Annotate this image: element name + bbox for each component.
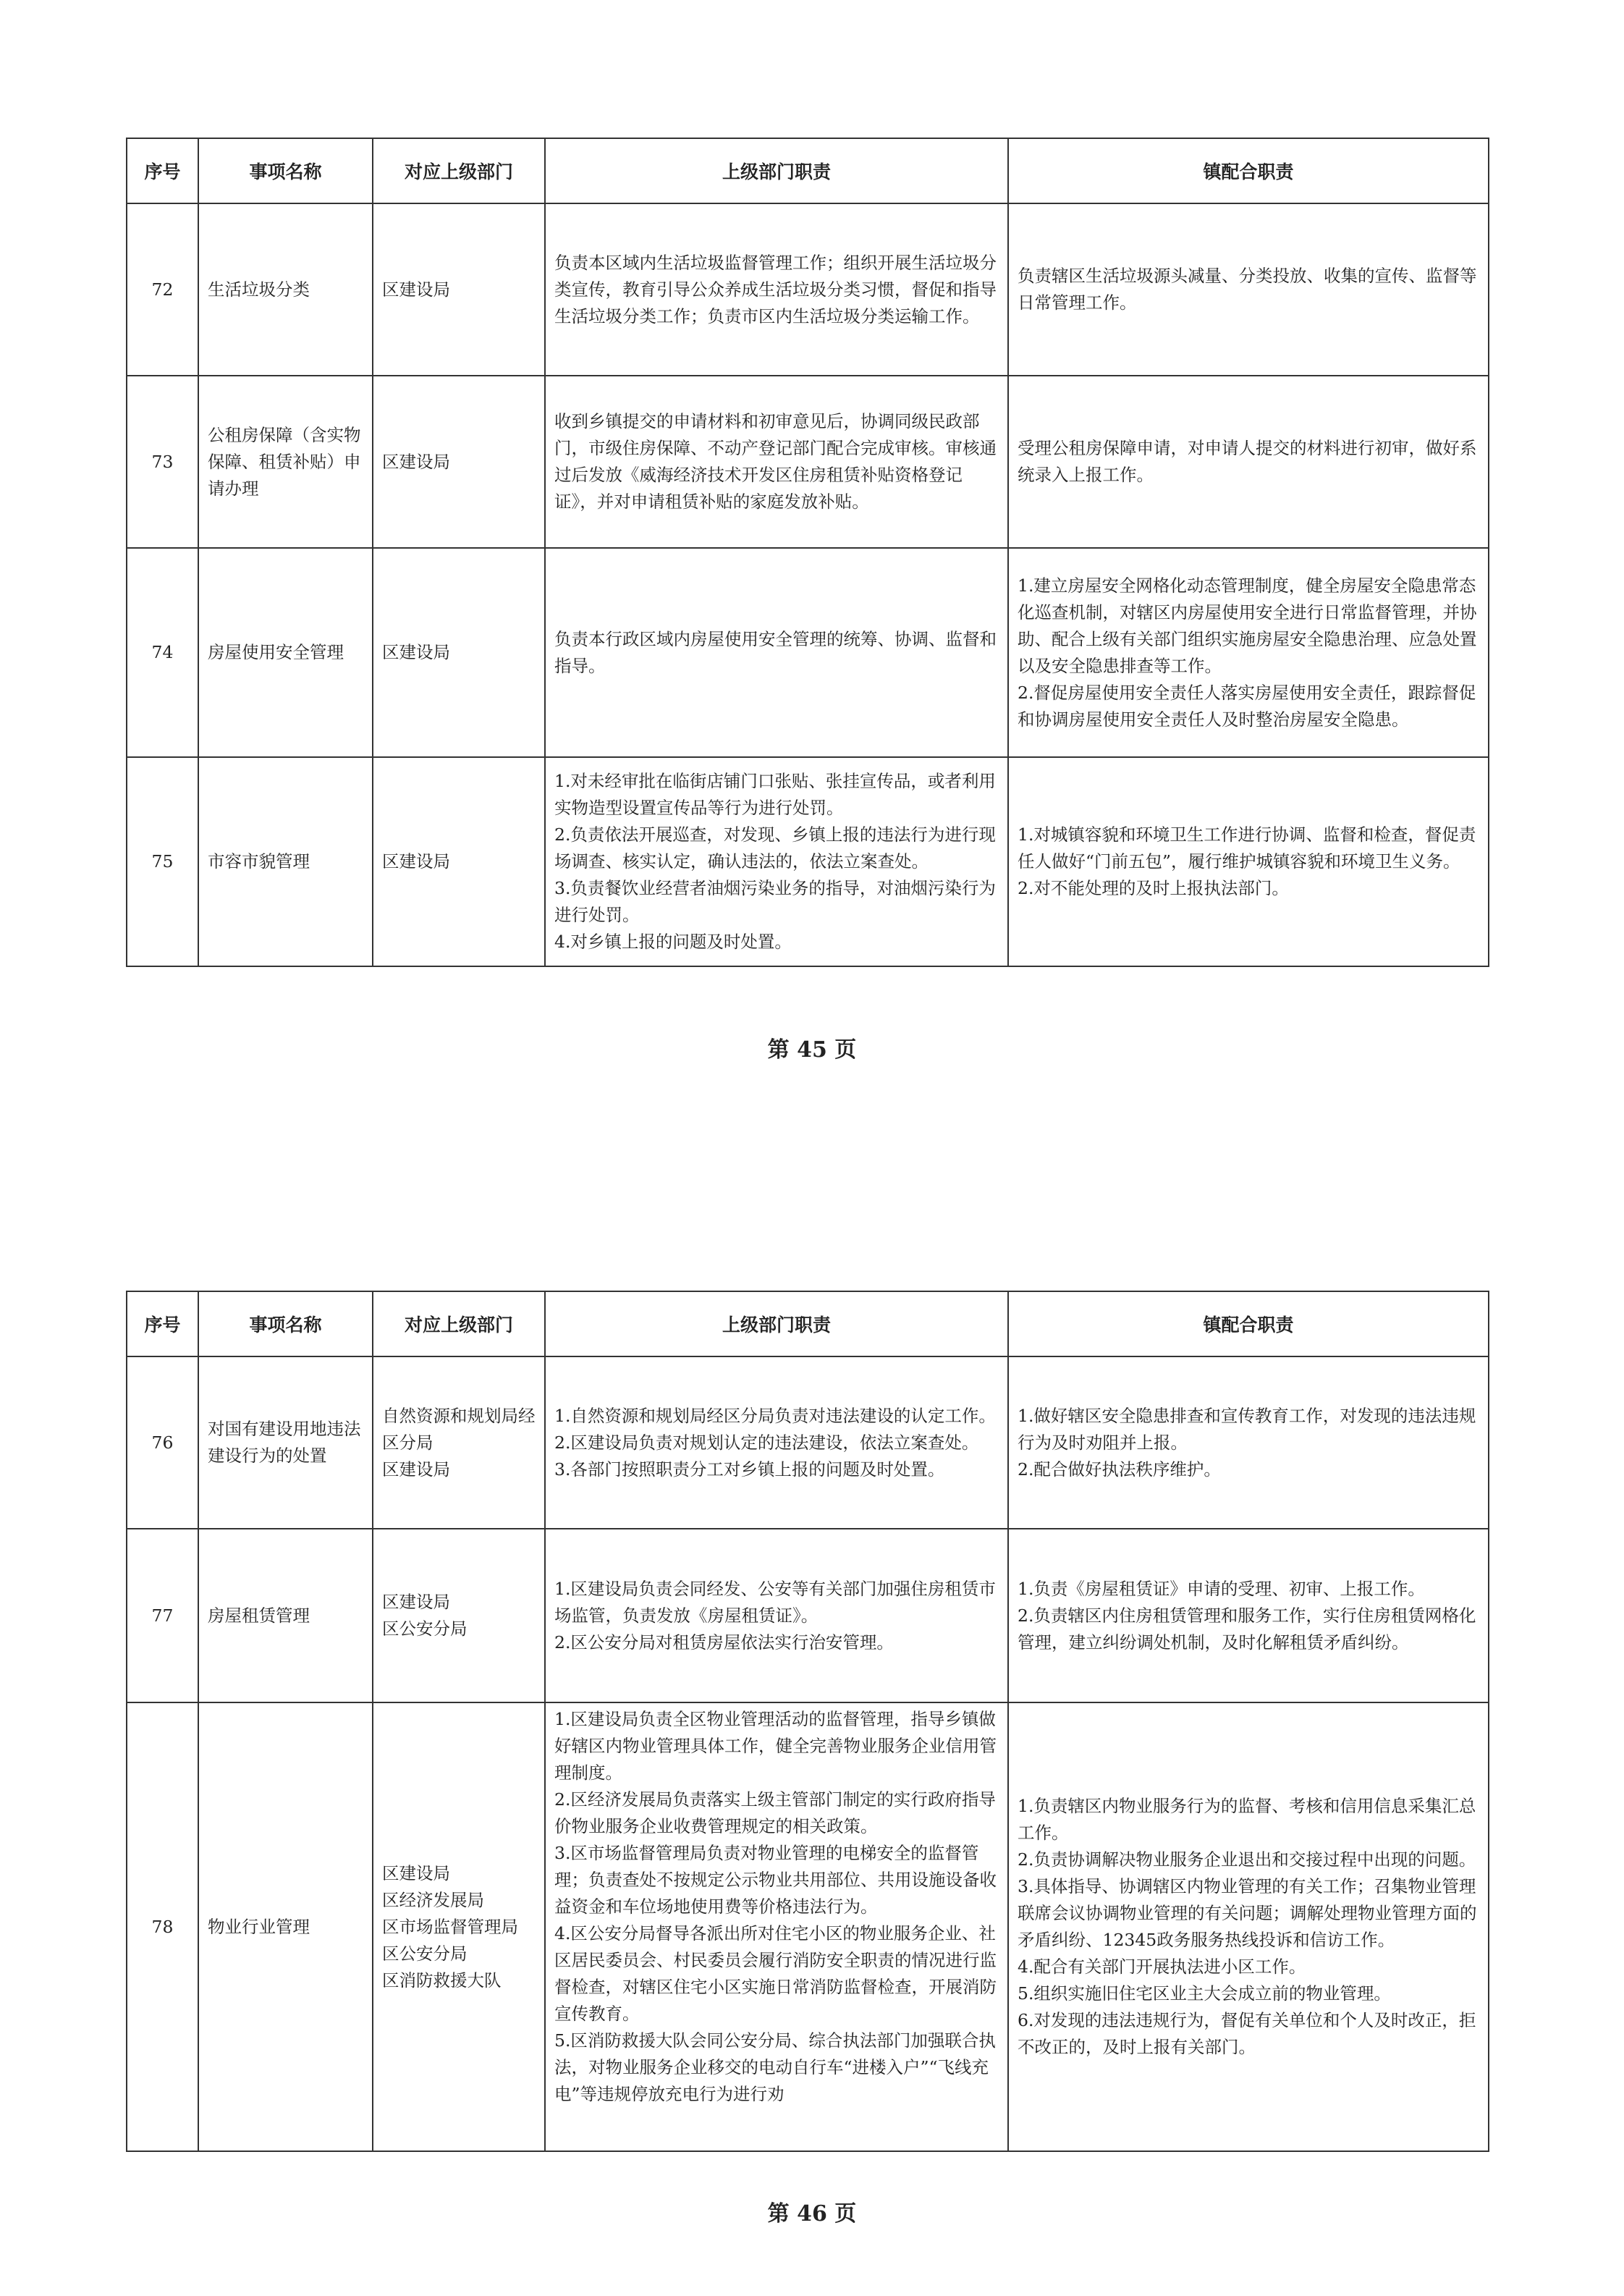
dept-line: 区市场监督管理局 [382, 1916, 518, 1937]
row-town [1008, 1529, 1489, 1702]
town-item: 1.负责辖区内物业服务行为的监督、考核和信用信息采集汇总工作。 [1018, 1796, 1476, 1843]
row-no: 76 [127, 1356, 198, 1529]
row-town [1008, 376, 1489, 548]
dept-line: 区建设局 [382, 1459, 450, 1480]
upper-item: 3.区市场监督管理局负责对物业管理的电梯安全的监督管理；负责查处不按规定公示物业共用部位、共用设施设备收益资金和车位场地使用费等价格违法行为。 [554, 1843, 997, 1917]
row-upper [545, 1356, 1008, 1529]
row-town [1008, 203, 1489, 376]
responsibility-table-page-46 [126, 1291, 1489, 2152]
row-no: 73 [127, 376, 198, 548]
town-item: 负责辖区生活垃圾源头减量、分类投放、收集的宣传、监督等日常管理工作。 [1018, 266, 1477, 313]
dept-line: 区建设局 [382, 1592, 450, 1612]
town-item: 2.对不能处理的及时上报执法部门。 [1018, 878, 1289, 898]
dept-line: 区建设局 [382, 642, 450, 662]
row-name: 市容市貌管理 [198, 757, 373, 966]
header-dept: 对应上级部门 [373, 138, 545, 203]
upper-item: 负责本区域内生活垃圾监督管理工作；组织开展生活垃圾分类宣传，教育引导公众养成生活垃圾分类习惯，督促和指导生活垃圾分类工作；负责市区内生活垃圾分类运输工作。 [554, 252, 997, 326]
town-item: 4.配合有关部门开展执法进小区工作。 [1018, 1957, 1306, 1977]
row-upper [545, 376, 1008, 548]
table-row [127, 1356, 1489, 1529]
town-item: 1.负责《房屋租赁证》申请的受理、初审、上报工作。 [1018, 1578, 1425, 1599]
header-upper: 上级部门职责 [545, 1291, 1008, 1356]
upper-item: 2.负责依法开展巡查，对发现、乡镇上报的违法行为进行现场调查、核实认定，确认违法的，依法立案查处。 [554, 824, 996, 871]
table-header-row [127, 138, 1489, 203]
dept-line: 区建设局 [382, 451, 450, 472]
town-item: 受理公租房保障申请，对申请人提交的材料进行初审，做好系统录入上报工作。 [1018, 438, 1477, 485]
row-dept [373, 548, 545, 757]
row-dept [373, 1356, 545, 1529]
dept-line: 区公安分局 [382, 1943, 468, 1964]
town-item: 2.负责辖区内住房租赁管理和服务工作，实行住房租赁网格化管理，建立纠纷调处机制，及时化解租赁矛盾纠纷。 [1018, 1605, 1476, 1653]
town-item: 5.组织实施旧住宅区业主大会成立前的物业管理。 [1018, 1983, 1391, 2004]
town-item: 1.对城镇容貌和环境卫生工作进行协调、监督和检查，督促责任人做好“门前五包”，履行维护城镇容貌和环境卫生义务。 [1018, 824, 1476, 871]
dept-line: 自然资源和规划局经区分局 [382, 1405, 536, 1453]
header-name: 事项名称 [198, 138, 373, 203]
table-row [127, 376, 1489, 548]
upper-item: 1.对未经审批在临街店铺门口张贴、张挂宣传品，或者利用实物造型设置宣传品等行为进行处罚。 [554, 771, 996, 818]
town-item: 2.配合做好执法秩序维护。 [1018, 1459, 1221, 1480]
row-town [1008, 1356, 1489, 1529]
upper-item: 2.区经济发展局负责落实上级主管部门制定的实行政府指导价物业服务企业收费管理规定的相关政策。 [554, 1789, 996, 1836]
page-number: 第 46 页 [767, 2201, 857, 2227]
header-upper: 上级部门职责 [545, 138, 1008, 203]
upper-item: 负责本行政区域内房屋使用安全管理的统筹、协调、监督和指导。 [554, 628, 997, 676]
row-upper [545, 1702, 1008, 2151]
row-town [1008, 1702, 1489, 2151]
row-upper [545, 757, 1008, 966]
row-town [1008, 548, 1489, 757]
row-dept [373, 757, 545, 966]
row-town [1008, 757, 1489, 966]
row-upper [545, 203, 1008, 376]
row-name: 生活垃圾分类 [198, 203, 373, 376]
upper-item: 3.负责餐饮业经营者油烟污染业务的指导，对油烟污染行为进行处罚。 [554, 878, 996, 925]
row-name: 房屋使用安全管理 [198, 548, 373, 757]
row-no: 75 [127, 757, 198, 966]
upper-item: 2.区公安分局对租赁房屋依法实行治安管理。 [554, 1632, 894, 1653]
town-item: 1.做好辖区安全隐患排查和宣传教育工作，对发现的违法违规行为及时劝阻并上报。 [1018, 1405, 1476, 1453]
dept-line: 区经济发展局 [382, 1889, 484, 1910]
town-item: 2.负责协调解决物业服务企业退出和交接过程中出现的问题。 [1018, 1849, 1476, 1870]
row-upper [545, 548, 1008, 757]
upper-item: 1.区建设局负责会同经发、公安等有关部门加强住房租赁市场监管，负责发放《房屋租赁证》。 [554, 1578, 996, 1626]
row-no: 77 [127, 1529, 198, 1702]
header-no: 序号 [127, 1291, 198, 1356]
row-name: 物业行业管理 [198, 1702, 373, 2151]
responsibility-table-page-45 [126, 138, 1489, 967]
upper-item: 3.各部门按照职责分工对乡镇上报的问题及时处置。 [554, 1459, 945, 1480]
table-row [127, 757, 1489, 966]
row-name: 对国有建设用地违法建设行为的处置 [198, 1356, 373, 1529]
row-no: 74 [127, 548, 198, 757]
upper-item: 1.自然资源和规划局经区分局负责对违法建设的认定工作。 [554, 1405, 996, 1426]
upper-item: 2.区建设局负责对规划认定的违法建设，依法立案查处。 [554, 1432, 979, 1453]
table-row [127, 548, 1489, 757]
dept-line: 区公安分局 [382, 1618, 468, 1639]
row-upper [545, 1529, 1008, 1702]
upper-item: 1.区建设局负责全区物业管理活动的监督管理，指导乡镇做好辖区内物业管理具体工作，健全完善物业服务企业信用管理制度。 [554, 1709, 997, 1783]
upper-item: 4.区公安分局督导各派出所对住宅小区的物业服务企业、社区居民委员会、村民委员会履行消防安全职责的情况进行监督检查，对辖区住宅小区实施日常消防监督检查，开展消防宣传教育。 [554, 1923, 997, 2024]
header-town: 镇配合职责 [1008, 138, 1489, 203]
row-dept [373, 1529, 545, 1702]
upper-item: 4.对乡镇上报的问题及时处置。 [554, 932, 792, 952]
page-number: 第 45 页 [767, 1037, 857, 1063]
header-name: 事项名称 [198, 1291, 373, 1356]
row-name: 房屋租赁管理 [198, 1529, 373, 1702]
town-item: 3.具体指导、协调辖区内物业管理的有关工作；召集物业管理联席会议协调物业管理的有关问题；调解处理物业管理方面的矛盾纠纷、12345政务服务热线投诉和信访工作。 [1018, 1876, 1477, 1950]
row-dept [373, 376, 545, 548]
upper-item: 5.区消防救援大队会同公安分局、综合执法部门加强联合执法，对物业服务企业移交的电动自行车“进楼入户”“飞线充电”等违规停放充电行为进行劝 [554, 2030, 996, 2104]
row-name: 公租房保障（含实物保障、租赁补贴）申请办理 [198, 376, 373, 548]
table-row [127, 1702, 1489, 2151]
dept-line: 区建设局 [382, 279, 450, 300]
header-town: 镇配合职责 [1008, 1291, 1489, 1356]
table-row [127, 203, 1489, 376]
header-dept: 对应上级部门 [373, 1291, 545, 1356]
town-item: 6.对发现的违法违规行为，督促有关单位和个人及时改正，拒不改正的，及时上报有关部门。 [1018, 2010, 1476, 2057]
table-header-row [127, 1291, 1489, 1356]
upper-item: 收到乡镇提交的申请材料和初审意见后，协调同级民政部门，市级住房保障、不动产登记部门配合完成审核。审核通过后发放《威海经济技术开发区住房租赁补贴资格登记证》，并对申请租赁补贴的家庭发放补贴。 [554, 411, 997, 512]
row-no: 72 [127, 203, 198, 376]
row-no: 78 [127, 1702, 198, 2151]
row-dept [373, 1702, 545, 2151]
town-item: 2.督促房屋使用安全责任人落实房屋使用安全责任，跟踪督促和协调房屋使用安全责任人及时整治房屋安全隐患。 [1018, 682, 1476, 730]
dept-line: 区建设局 [382, 851, 450, 871]
row-dept [373, 203, 545, 376]
town-item: 1.建立房屋安全网格化动态管理制度，健全房屋安全隐患常态化巡查机制，对辖区内房屋使用安全进行日常监督管理，并协助、配合上级有关部门组织实施房屋安全隐患治理、应急处置以及安全隐患排查等工作。 [1018, 575, 1477, 676]
dept-line: 区建设局 [382, 1862, 450, 1883]
dept-line: 区消防救援大队 [382, 1970, 502, 1991]
header-no: 序号 [127, 138, 198, 203]
table-row [127, 1529, 1489, 1702]
